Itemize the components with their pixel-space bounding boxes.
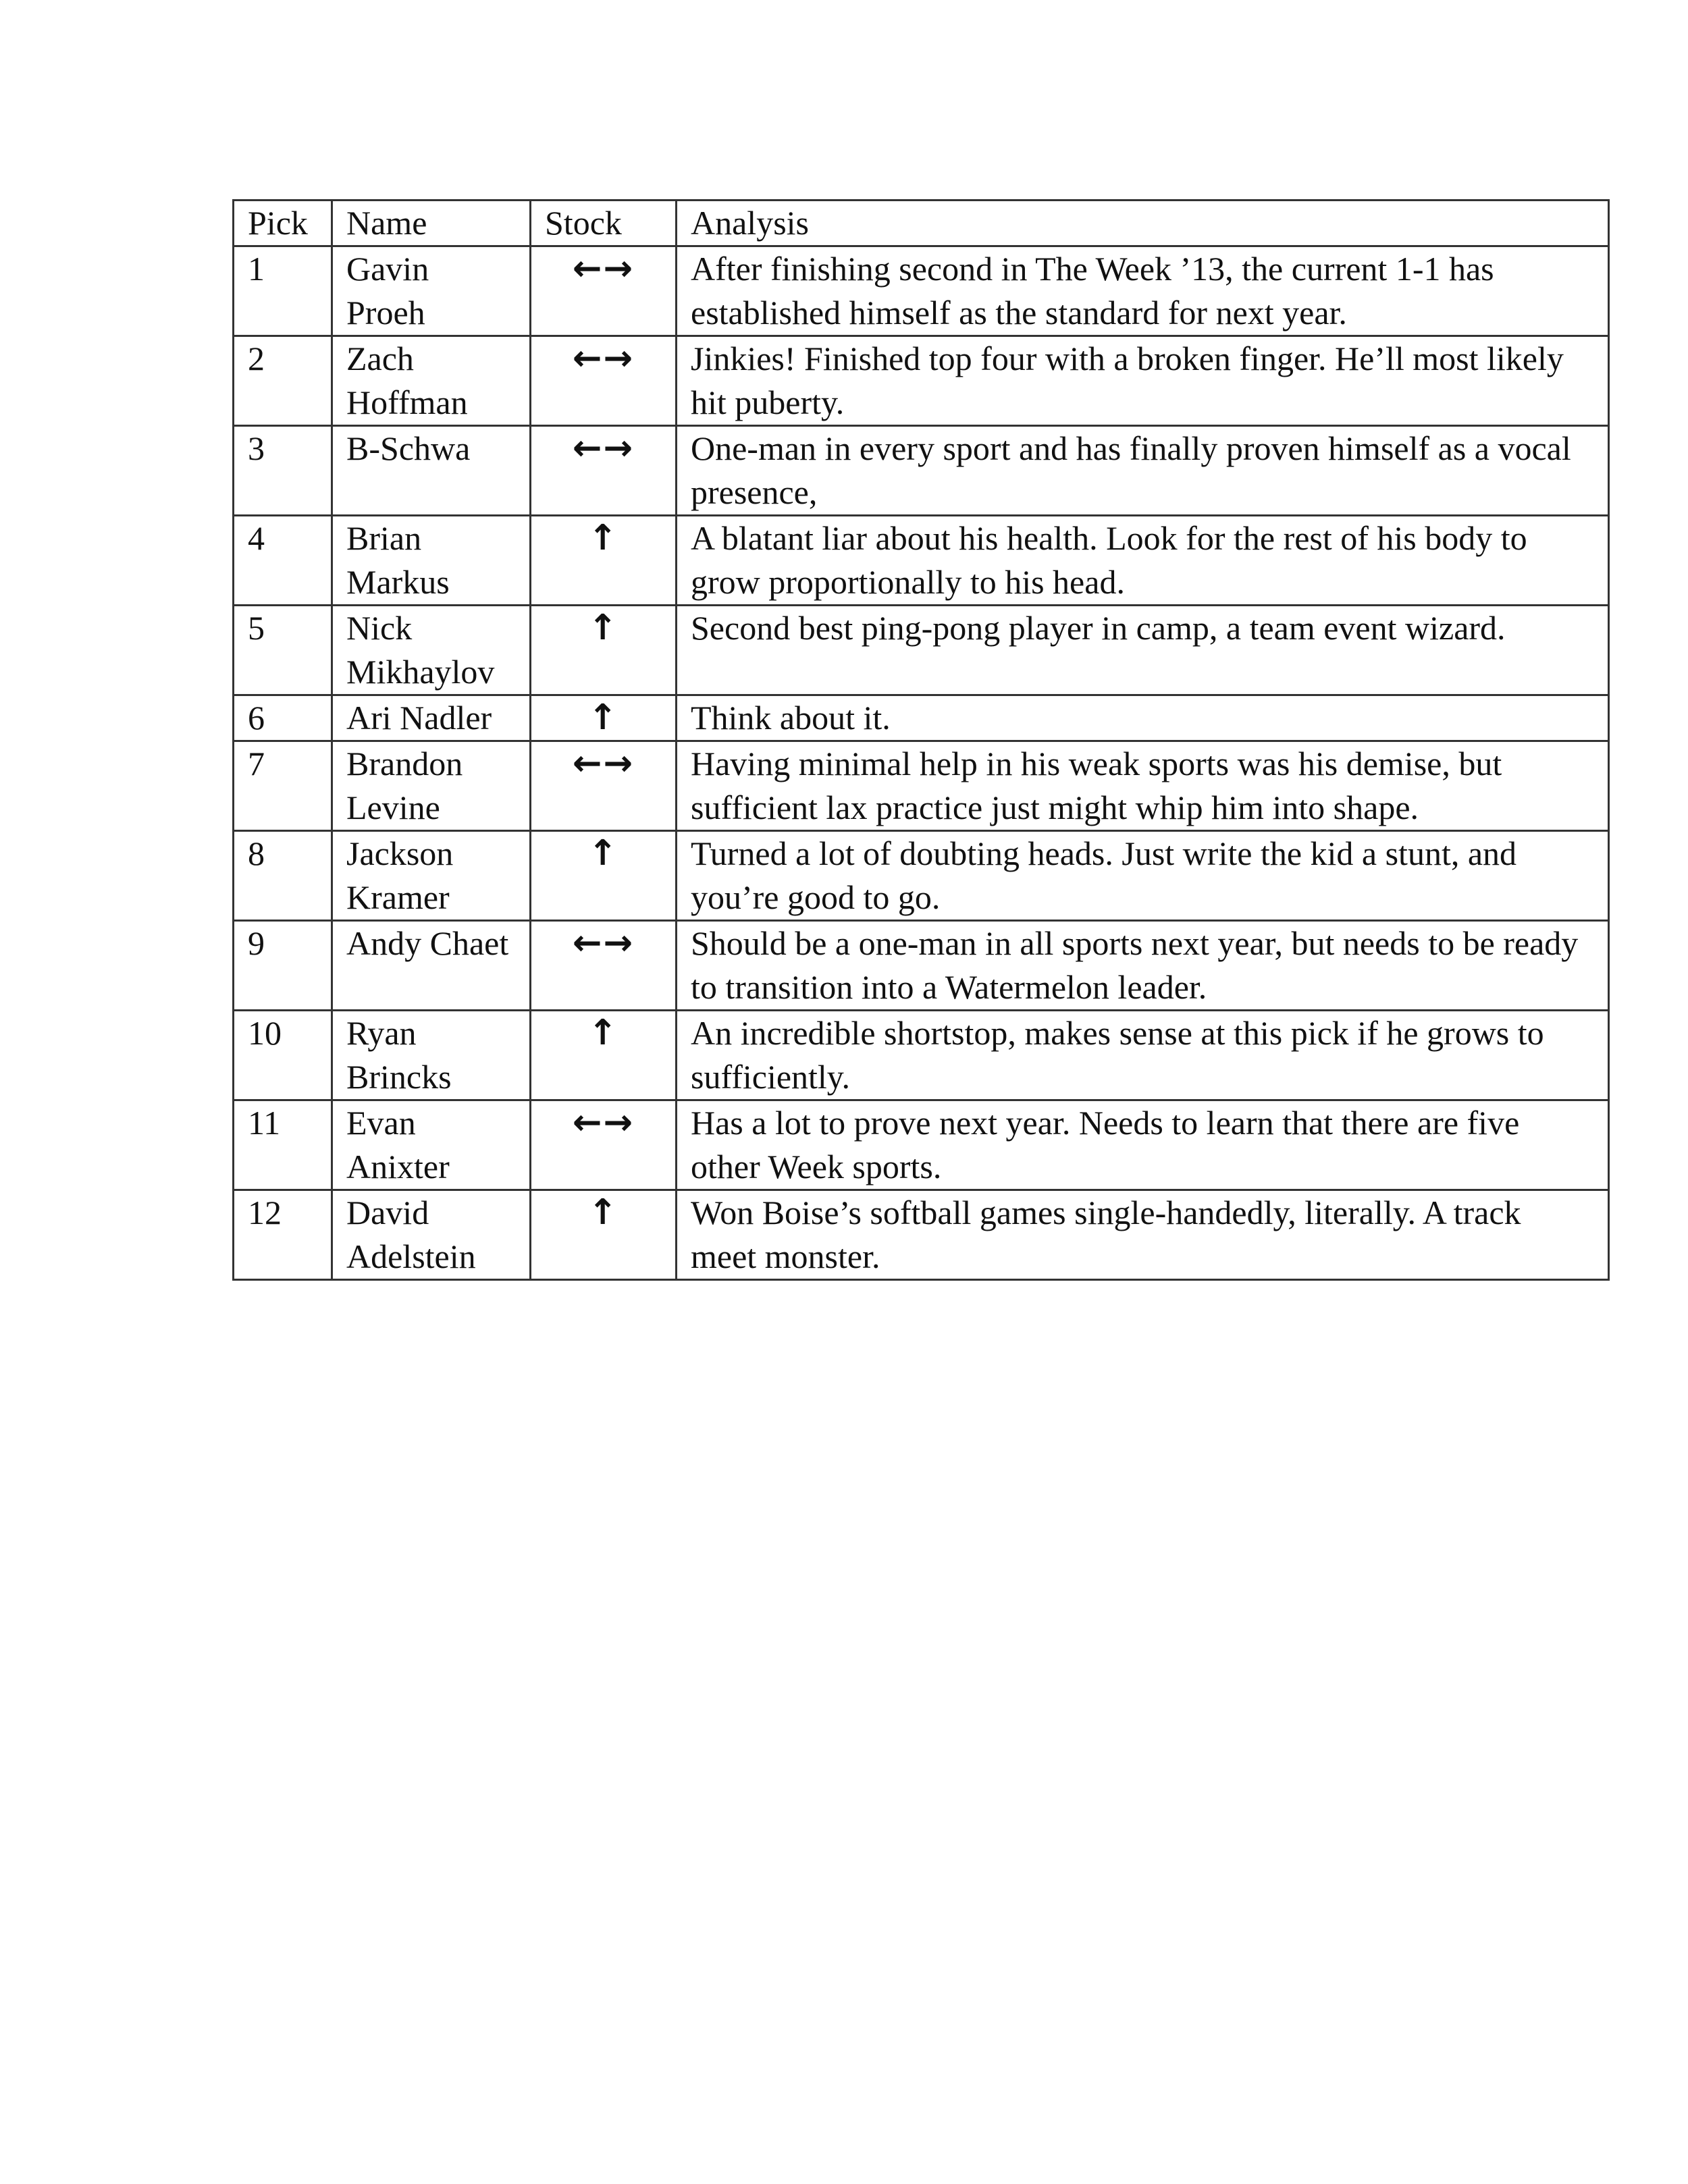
pick-cell <box>234 1100 332 1190</box>
pick-cell <box>234 1011 332 1100</box>
left-right-arrow-icon: ←→ <box>572 428 635 469</box>
name-cell <box>332 1011 531 1100</box>
up-arrow-icon: ↑ <box>587 697 619 738</box>
up-arrow-icon: ↑ <box>587 1192 619 1233</box>
pick-number: 1 <box>248 250 265 288</box>
player-name: Nick Mikhaylov <box>346 609 495 691</box>
player-name: Ari Nadler <box>346 699 492 737</box>
name-cell <box>332 1190 531 1280</box>
pick-cell <box>234 921 332 1011</box>
pick-number: 3 <box>248 429 265 467</box>
analysis-text: Has a lot to prove next year. Needs to learn that there are five other Week sports. <box>691 1104 1520 1186</box>
analysis-text: One-man in every sport and has finally proven himself as a vocal presence, <box>691 429 1571 511</box>
left-right-arrow-icon: ←→ <box>572 248 635 289</box>
analysis-text: Having minimal help in his weak sports was his demise, but sufficient lax practice just might whip him into shape. <box>691 745 1502 826</box>
table-row <box>234 606 1609 695</box>
analysis-cell <box>677 516 1609 606</box>
table-header-row <box>234 201 1609 246</box>
draft-table <box>232 199 1610 1281</box>
analysis-cell <box>677 831 1609 921</box>
name-cell <box>332 1100 531 1190</box>
stock-cell <box>531 246 677 336</box>
left-right-arrow-icon: ←→ <box>572 743 635 784</box>
pick-cell <box>234 831 332 921</box>
analysis-cell <box>677 1190 1609 1280</box>
stock-cell <box>531 606 677 695</box>
analysis-cell <box>677 336 1609 426</box>
left-right-arrow-icon: ←→ <box>572 338 635 379</box>
table-row <box>234 695 1609 741</box>
pick-cell <box>234 695 332 741</box>
analysis-text: Should be a one-man in all sports next year, but needs to be ready to transition into a Watermelon leader. <box>691 924 1579 1006</box>
name-cell <box>332 336 531 426</box>
stock-cell <box>531 695 677 741</box>
header-stock: Stock <box>531 201 677 246</box>
stock-cell <box>531 1100 677 1190</box>
analysis-cell <box>677 695 1609 741</box>
name-cell <box>332 246 531 336</box>
name-cell <box>332 921 531 1011</box>
left-right-arrow-icon: ←→ <box>572 1102 635 1143</box>
pick-number: 9 <box>248 924 265 962</box>
header-analysis: Analysis <box>677 201 1609 246</box>
table-row <box>234 246 1609 336</box>
up-arrow-icon: ↑ <box>587 518 619 558</box>
stock-cell <box>531 921 677 1011</box>
table-row <box>234 921 1609 1011</box>
pick-cell <box>234 741 332 831</box>
player-name: Andy Chaet <box>346 924 509 962</box>
pick-number: 2 <box>248 340 265 377</box>
up-arrow-icon: ↑ <box>587 608 619 648</box>
pick-number: 5 <box>248 609 265 647</box>
pick-cell <box>234 426 332 516</box>
table-body <box>234 246 1609 1280</box>
player-name: Evan Anixter <box>346 1104 450 1186</box>
analysis-text: A blatant liar about his health. Look for the rest of his body to grow proportionally to his head. <box>691 519 1527 601</box>
analysis-text: An incredible shortstop, makes sense at this pick if he grows to sufficiently. <box>691 1014 1544 1096</box>
analysis-cell <box>677 1011 1609 1100</box>
analysis-text: Turned a lot of doubting heads. Just write the kid a stunt, and you’re good to go. <box>691 834 1517 916</box>
table-row <box>234 741 1609 831</box>
analysis-text: Think about it. <box>691 699 891 737</box>
name-cell <box>332 831 531 921</box>
name-cell <box>332 426 531 516</box>
analysis-cell <box>677 1100 1609 1190</box>
pick-cell <box>234 516 332 606</box>
pick-cell <box>234 246 332 336</box>
player-name: Zach Hoffman <box>346 340 468 421</box>
player-name: Brandon Levine <box>346 745 463 826</box>
table-row <box>234 426 1609 516</box>
player-name: Ryan Brincks <box>346 1014 452 1096</box>
stock-cell <box>531 336 677 426</box>
name-cell <box>332 516 531 606</box>
pick-cell <box>234 336 332 426</box>
analysis-text: Won Boise’s softball games single-handedly, literally. A track meet monster. <box>691 1194 1521 1275</box>
up-arrow-icon: ↑ <box>587 1013 619 1053</box>
analysis-cell <box>677 921 1609 1011</box>
table-row <box>234 1190 1609 1280</box>
analysis-cell <box>677 426 1609 516</box>
analysis-text: After finishing second in The Week ’13, the current 1-1 has established himself as the standard for next year. <box>691 250 1494 331</box>
analysis-cell <box>677 606 1609 695</box>
player-name: David Adelstein <box>346 1194 476 1275</box>
table-row <box>234 336 1609 426</box>
analysis-text: Second best ping-pong player in camp, a team event wizard. <box>691 609 1506 647</box>
stock-cell <box>531 426 677 516</box>
stock-cell <box>531 1011 677 1100</box>
table-row <box>234 516 1609 606</box>
stock-cell <box>531 831 677 921</box>
name-cell <box>332 741 531 831</box>
pick-number: 11 <box>248 1104 281 1142</box>
table-row <box>234 1011 1609 1100</box>
analysis-cell <box>677 741 1609 831</box>
pick-cell <box>234 1190 332 1280</box>
pick-number: 12 <box>248 1194 282 1231</box>
stock-cell <box>531 516 677 606</box>
name-cell <box>332 695 531 741</box>
analysis-text: Jinkies! Finished top four with a broken finger. He’ll most likely hit puberty. <box>691 340 1564 421</box>
pick-number: 8 <box>248 834 265 872</box>
up-arrow-icon: ↑ <box>587 833 619 874</box>
player-name: Jackson Kramer <box>346 834 454 916</box>
table-row <box>234 831 1609 921</box>
analysis-cell <box>677 246 1609 336</box>
pick-number: 10 <box>248 1014 282 1052</box>
stock-cell <box>531 741 677 831</box>
player-name: Brian Markus <box>346 519 450 601</box>
player-name: Gavin Proeh <box>346 250 429 331</box>
pick-number: 7 <box>248 745 265 782</box>
player-name: B-Schwa <box>346 429 471 467</box>
pick-cell <box>234 606 332 695</box>
stock-cell <box>531 1190 677 1280</box>
header-name: Name <box>332 201 531 246</box>
name-cell <box>332 606 531 695</box>
header-pick: Pick <box>234 201 332 246</box>
left-right-arrow-icon: ←→ <box>572 923 635 963</box>
table-row <box>234 1100 1609 1190</box>
pick-number: 4 <box>248 519 265 557</box>
pick-number: 6 <box>248 699 265 737</box>
